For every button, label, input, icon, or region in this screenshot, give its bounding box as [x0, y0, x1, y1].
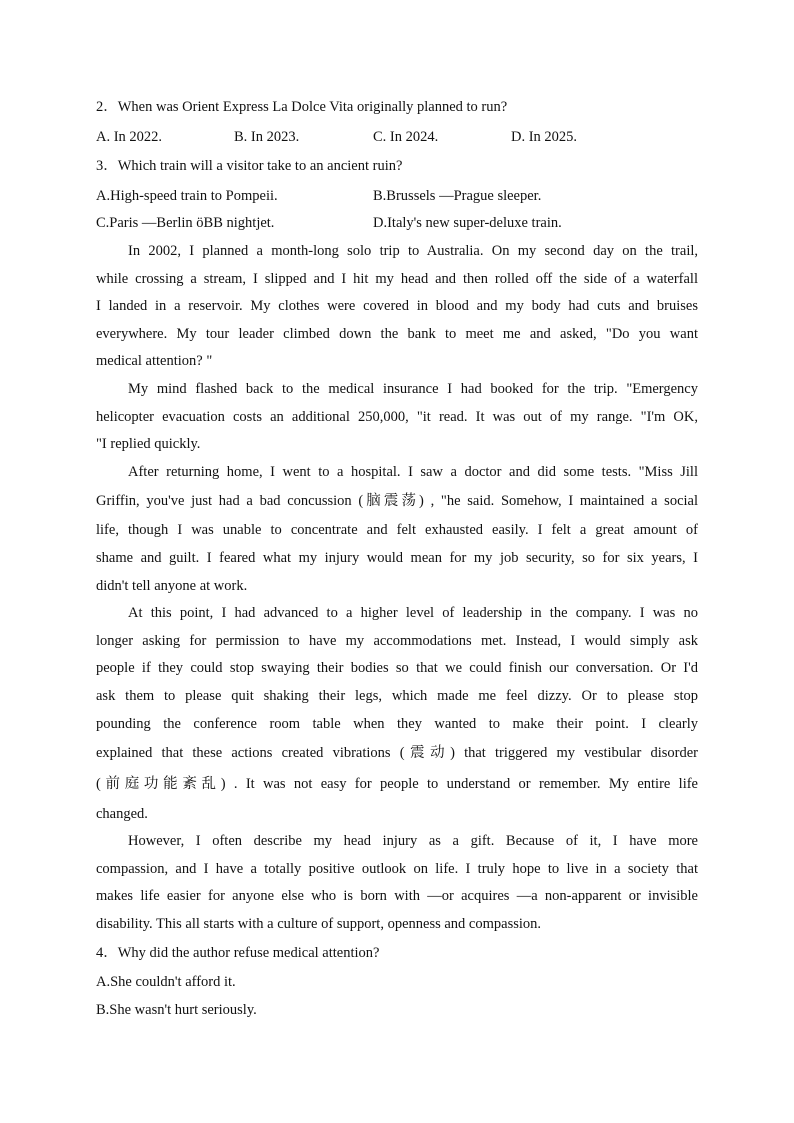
question-2-stem: 2．When was Orient Express La Dolce Vita originally planned to run?: [96, 99, 508, 115]
p4-line-4: ask them to please quit shaking their legs, which made me feel dizzy. Or to please stop: [96, 688, 698, 704]
p4-line-3: people if they could stop swaying their bodies so that we could finish our conversation. Or I'd: [96, 660, 698, 676]
q2-option-b: B. In 2023.: [234, 129, 300, 145]
p1-line-5: medical attention? ": [96, 353, 213, 369]
q3-option-d: D.Italy's new super-deluxe train.: [373, 215, 562, 231]
p3-line-3: life, though I was unable to concentrate and felt exhausted easily. I felt a great amount of: [96, 522, 698, 538]
p4-line-6: explained that these actions created vibrations (震动) that triggered my vestibular disorder: [96, 745, 698, 761]
q4-option-a: A.She couldn't afford it.: [96, 974, 236, 990]
p2-line-1: My mind flashed back to the medical insurance I had booked for the trip. "Emergency: [128, 381, 698, 397]
question-3-stem: 3．Which train will a visitor take to an ancient ruin?: [96, 158, 403, 174]
p3-line-1: After returning home, I went to a hospital. I saw a doctor and did some tests. "Miss Jill: [128, 464, 698, 480]
p2-line-3: "I replied quickly.: [96, 436, 201, 452]
p4-line-7: (前庭功能紊乱) . It was not easy for people to understand or remember. My entire life: [96, 776, 698, 792]
p5-line-2: compassion, and I have a totally positive outlook on life. I truly hope to live in a society that: [96, 861, 698, 877]
question-4-stem: 4．Why did the author refuse medical attention?: [96, 945, 380, 961]
p4-line-8: changed.: [96, 806, 148, 822]
p1-line-4: everywhere. My tour leader climbed down the bank to meet me and asked, "Do you want: [96, 326, 698, 342]
q2-option-a: A. In 2022.: [96, 129, 163, 145]
q3-option-c: C.Paris —Berlin öBB nightjet.: [96, 215, 275, 231]
q2-option-d: D. In 2025.: [511, 129, 578, 145]
p4-line-2: longer asking for permission to have my accommodations met. Instead, I would simply ask: [96, 633, 698, 649]
p3-line-5: didn't tell anyone at work.: [96, 578, 248, 594]
p5-line-3: makes life easier for anyone else who is born with —or acquires —a non-apparent or invisible: [96, 888, 698, 904]
p4-line-5: pounding the conference room table when they wanted to make their point. I clearly: [96, 716, 698, 732]
q3-option-b: B.Brussels —Prague sleeper.: [373, 188, 542, 204]
p5-line-4: disability. This all starts with a culture of support, openness and compassion.: [96, 916, 542, 932]
p2-line-2: helicopter evacuation costs an additional 250,000, "it read. It was out of my range. "I'm OK,: [96, 409, 698, 425]
p3-line-2: Griffin, you've just had a bad concussion (脑震荡) , "he said. Somehow, I maintained a social: [96, 493, 698, 509]
p1-line-2: while crossing a stream, I slipped and I hit my head and then rolled off the side of a waterfall: [96, 271, 698, 287]
q2-option-c: C. In 2024.: [373, 129, 439, 145]
p5-line-1: However, I often describe my head injury as a gift. Because of it, I have more: [128, 833, 698, 849]
p1-line-1: In 2002, I planned a month-long solo trip to Australia. On my second day on the trail,: [128, 243, 698, 259]
q4-option-b: B.She wasn't hurt seriously.: [96, 1002, 257, 1018]
q3-option-a: A.High-speed train to Pompeii.: [96, 188, 278, 204]
p4-line-1: At this point, I had advanced to a higher level of leadership in the company. I was no: [128, 605, 698, 621]
p1-line-3: I landed in a reservoir. My clothes were covered in blood and my body had cuts and bruises: [96, 298, 698, 314]
p3-line-4: shame and guilt. I feared what my injury would mean for my job security, so for six years, I: [96, 550, 698, 566]
